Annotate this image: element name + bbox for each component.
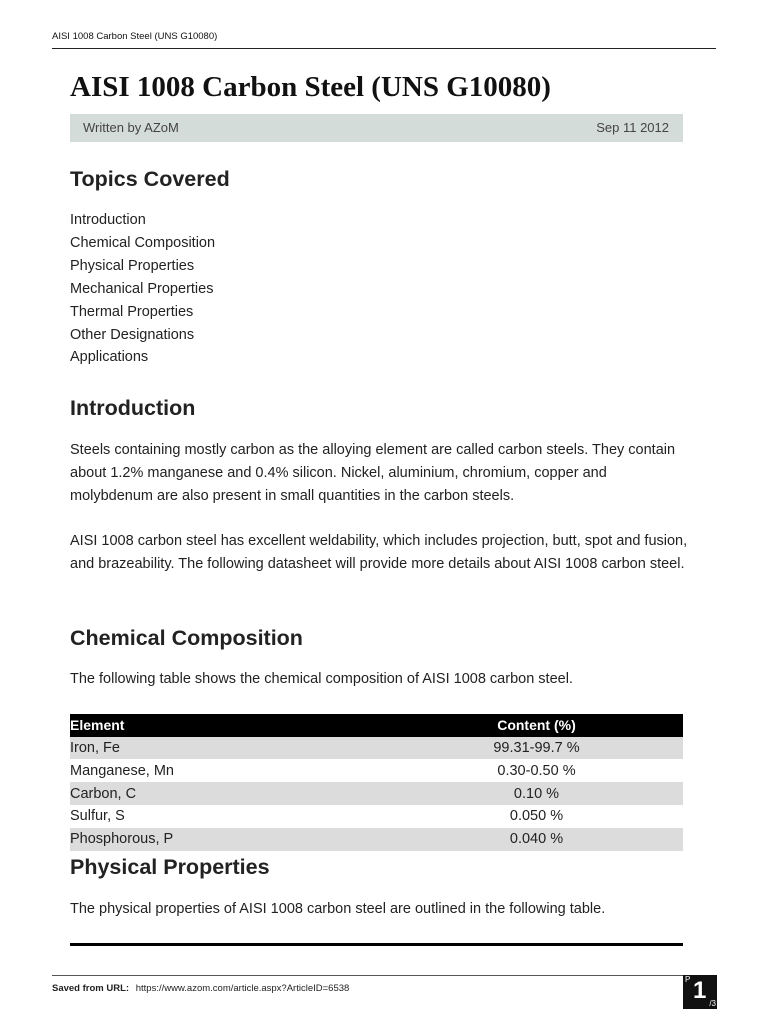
- article-author: Written by AZoM: [83, 120, 179, 135]
- footer-url-label: Saved from URL:: [52, 983, 130, 994]
- table-row: [70, 737, 683, 760]
- content-cell: 0.10 %: [390, 782, 683, 805]
- header-divider: [52, 48, 716, 49]
- topic-link-physical-properties[interactable]: Physical Properties: [70, 257, 195, 274]
- topics-list: [70, 209, 215, 369]
- page-number: 1: [693, 977, 707, 1004]
- topic-link-introduction[interactable]: Introduction: [70, 212, 146, 228]
- column-header-content: Content (%): [390, 714, 683, 737]
- element-cell: Carbon, C: [70, 782, 390, 805]
- page-number-badge: [683, 975, 717, 1009]
- footer-url-link[interactable]: https://www.azom.com/article.aspx?ArticleID=6538: [135, 983, 350, 994]
- content-cell: 0.30-0.50 %: [497, 762, 576, 779]
- topic-link-thermal-properties[interactable]: Thermal Properties: [70, 303, 194, 320]
- topic-link-chemical-composition[interactable]: Chemical Composition: [70, 234, 216, 251]
- footer-divider: [52, 975, 688, 976]
- article-meta-bar: [70, 114, 683, 142]
- physical-properties-heading: Physical Properties: [70, 855, 270, 879]
- table-row: [70, 828, 683, 851]
- topic-link-other-designations[interactable]: Other Designations: [70, 326, 195, 343]
- element-cell: Phosphorous, P: [70, 828, 390, 851]
- introduction-paragraph-2: AISI 1008 carbon steel has excellent weldability, which includes projection, butt, spot and fusion, and brazeability. The following datasheet will provide more details about AISI 1008 carbon steel.: [70, 533, 688, 572]
- article-title: AISI 1008 Carbon Steel (UNS G10080): [70, 71, 551, 103]
- chemical-composition-intro: The following table shows the chemical composition of AISI 1008 carbon steel.: [70, 671, 573, 687]
- topic-link-mechanical-properties[interactable]: Mechanical Properties: [70, 280, 214, 297]
- article-date: Sep 11 2012: [596, 120, 669, 135]
- table-top-border: [70, 943, 683, 946]
- chemical-composition-heading: Chemical Composition: [70, 626, 303, 650]
- running-header-title: AISI 1008 Carbon Steel (UNS G10080): [52, 31, 218, 42]
- topic-link-applications[interactable]: Applications: [70, 349, 149, 366]
- introduction-paragraph-1: Steels containing mostly carbon as the alloying element are called carbon steels. They contain about 1.2% manganese and 0.4% silicon. Nickel, aluminium, chromium, copper and molybdenum are also present in small quantities in the carbon steels.: [70, 442, 676, 504]
- introduction-heading: Introduction: [70, 396, 196, 420]
- table-row: [70, 759, 683, 782]
- footer-source: [52, 983, 349, 994]
- content-cell: 0.050 %: [509, 808, 564, 825]
- element-cell: Manganese, Mn: [70, 762, 174, 779]
- topics-heading: Topics Covered: [70, 167, 230, 191]
- chemical-composition-table: [70, 714, 683, 851]
- physical-properties-intro: The physical properties of AISI 1008 carbon steel are outlined in the following table.: [70, 901, 606, 917]
- column-header-element: Element: [70, 714, 390, 737]
- page-letter: P: [685, 975, 691, 984]
- content-cell: 99.31-99.7 %: [390, 737, 683, 760]
- element-cell: Sulfur, S: [70, 808, 125, 825]
- table-header-row: [70, 714, 683, 737]
- content-cell: 0.040 %: [390, 828, 683, 851]
- page-total: /3: [709, 999, 716, 1008]
- table-row: [70, 782, 683, 805]
- element-cell: Iron, Fe: [70, 737, 390, 760]
- table-row: [70, 805, 683, 828]
